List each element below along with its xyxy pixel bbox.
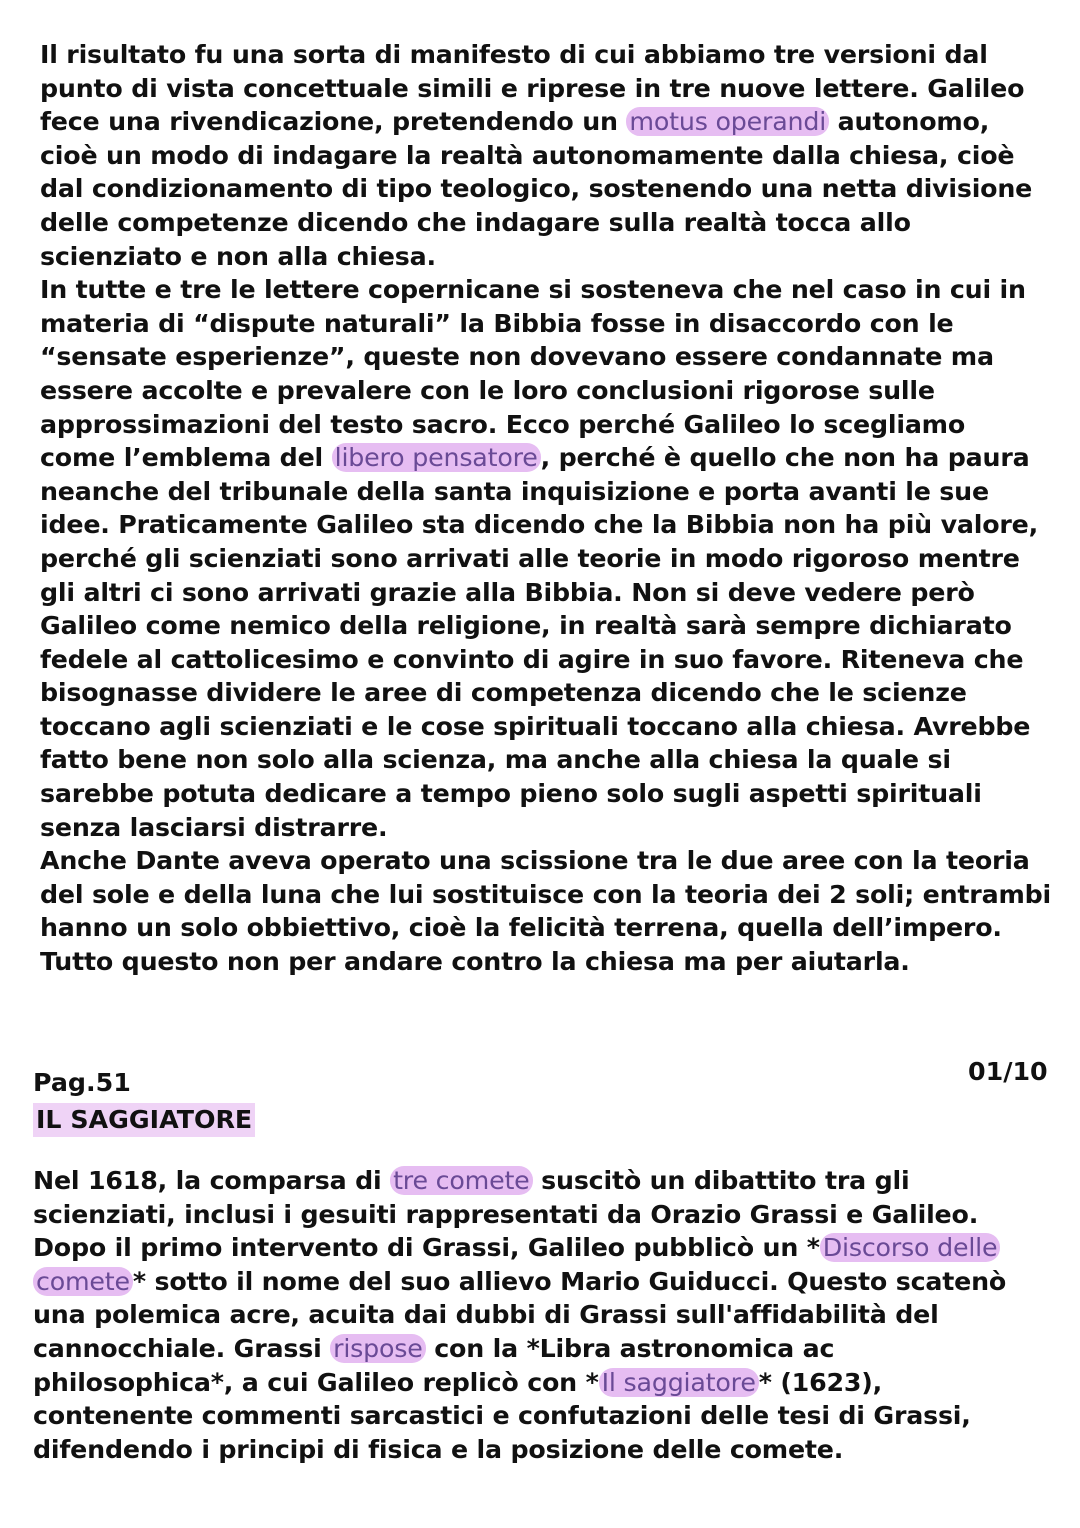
text-segment: Galileo come nemico della religione, in realtà sarà sempre dichiarato [40,611,1012,641]
text-segment: bisognasse dividere le aree di competenza dicendo che le scienze [40,678,967,708]
text-segment: essere accolte e prevalere con le loro conclusioni rigorose sulle [40,375,935,405]
text-segment: * sotto il nome del suo allievo Mario Guiducci. Questo scatenò [132,1266,1007,1296]
text-segment: “sensate esperienze”, queste non dovevano essere condannate ma [40,342,994,372]
text-segment: senza lasciarsi distrarre. [40,812,388,842]
text-line [40,945,1060,979]
text-segment: perché gli scienziati sono arrivati alle teorie in modo rigoroso mentre [40,543,1020,573]
text-segment: scienziati, inclusi i gesuiti rappresentati da Orazio Grassi e Galileo. [33,1199,979,1229]
text-segment: cioè un modo di indagare la realtà autonomamente dalla chiesa, cioè [40,140,1015,170]
text-line [40,811,1060,845]
text-segment: Anche Dante aveva operato una scissione tra le due aree con la teoria [40,846,1030,876]
text-line [40,206,1060,240]
page-counter: 01/10 [968,1057,1048,1086]
text-segment: cannocchiale. Grassi [33,1333,331,1363]
text-line [40,743,1060,777]
text-line [40,441,1060,475]
text-line [40,340,1060,374]
highlighted-text: comete [33,1267,133,1296]
text-line [40,542,1060,576]
text-segment: punto di vista concettuale simili e riprese in tre nuove lettere. Galileo [40,73,1025,103]
text-segment: come l’emblema del [40,443,332,473]
text-line [40,105,1060,139]
text-line [33,1399,1053,1433]
text-segment: neanche del tribunale della santa inquisizione e porta avanti le sue [40,476,989,506]
text-segment: gli altri ci sono arrivati grazie alla Bibbia. Non si deve vedere però [40,577,975,607]
text-segment: * (1623), [758,1367,883,1397]
text-line [40,307,1060,341]
text-line [33,1265,1053,1299]
text-segment: Nel 1618, la comparsa di [33,1166,391,1195]
text-segment: una polemica acre, acuita dai dubbi di Grassi sull'affidabilità del [33,1300,939,1330]
text-segment: approssimazioni del testo sacro. Ecco perché Galileo lo scegliamo [40,409,966,439]
highlighted-text: tre comete [390,1166,532,1195]
text-line [33,1366,1053,1400]
highlighted-text: Il saggiatore [599,1368,759,1397]
text-segment: hanno un solo obbiettivo, cioè la felicità terrena, quella dell’impero. [40,913,1002,943]
text-line [40,878,1060,912]
text-segment: con la *Libra astronomica ac [425,1333,835,1363]
text-segment: sarebbe potuta dedicare a tempo pieno solo sugli aspetti spirituali [40,779,982,809]
page-reference: Pag.51 [33,1068,131,1097]
text-line [40,72,1060,106]
text-line [40,508,1060,542]
text-segment: fedele al cattolicesimo e convinto di agire in suo favore. Riteneva che [40,644,1024,674]
text-line [33,1332,1053,1366]
text-line [40,408,1060,442]
text-line [33,1231,1053,1265]
text-segment: toccano agli scienziati e le cose spirituali toccano alla chiesa. Avrebbe [40,711,1031,741]
text-segment: fece una rivendicazione, pretendendo un [40,107,627,137]
text-line [40,475,1060,509]
text-line [40,911,1060,945]
text-line [33,1433,1053,1467]
text-line [40,374,1060,408]
text-segment: del sole e della luna che lui sostituisce con la teoria dei 2 soli; entrambi [40,879,1051,909]
text-segment: In tutte e tre le lettere copernicane si sosteneva che nel caso in cui in [40,275,1026,305]
text-line [33,1298,1053,1332]
text-line [40,609,1060,643]
text-line [40,710,1060,744]
text-segment: Tutto questo non per andare contro la chiesa ma per aiutarla. [40,947,910,977]
text-line [40,139,1060,173]
text-segment: materia di “dispute naturali” la Bibbia fosse in disaccordo con le [40,308,954,338]
text-segment: , perché è quello che non ha paura [540,443,1030,473]
text-segment: idee. Praticamente Galileo sta dicendo che la Bibbia non ha più valore, [40,510,1039,540]
text-line [33,1198,1053,1232]
text-line [40,576,1060,610]
paragraph-saggiatore [33,1164,1053,1466]
text-segment: contenente commenti sarcastici e confutazioni delle tesi di Grassi, [33,1401,971,1431]
highlighted-text: rispose [330,1334,426,1363]
text-line [40,172,1060,206]
text-segment: difendendo i principi di fisica e la posizione delle comete. [33,1434,844,1464]
text-line [40,777,1060,811]
text-line [40,240,1060,274]
highlighted-text: motus operandi [626,107,829,136]
text-line [40,38,1060,72]
text-segment: dal condizionamento di tipo teologico, sostenendo una netta divisione [40,174,1033,204]
text-segment: fatto bene non solo alla scienza, ma anche alla chiesa la quale si [40,745,951,775]
text-segment: autonomo, [829,107,990,137]
text-segment: Il risultato fu una sorta di manifesto di cui abbiamo tre versioni dal [40,40,988,69]
highlighted-text: libero pensatore [332,443,541,472]
text-line [40,273,1060,307]
paragraph-galileo-letters [40,38,1060,979]
text-line [40,643,1060,677]
section-heading: IL SAGGIATORE [33,1103,255,1137]
text-segment: suscitò un dibattito tra gli [532,1166,910,1195]
text-segment: delle competenze dicendo che indagare sulla realtà tocca allo [40,207,911,237]
text-line [40,844,1060,878]
text-segment: scienziato e non alla chiesa. [40,241,436,271]
highlighted-text: Discorso delle [820,1233,1001,1262]
text-line [33,1164,1053,1198]
text-line [40,676,1060,710]
text-segment: philosophica*, a cui Galileo replicò con * [33,1367,599,1397]
text-segment: Dopo il primo intervento di Grassi, Galileo pubblicò un * [33,1233,820,1263]
